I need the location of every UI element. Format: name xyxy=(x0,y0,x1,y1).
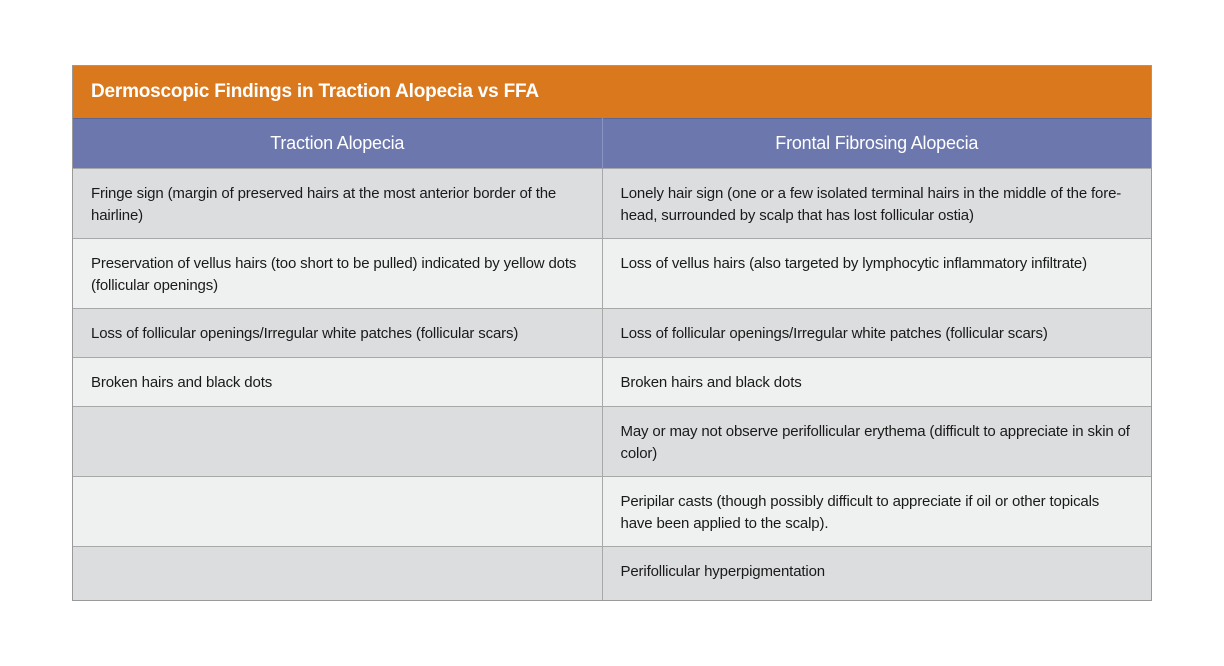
traction-alopecia-cell xyxy=(73,547,602,600)
comparison-table xyxy=(73,118,1151,600)
table-row xyxy=(73,169,1151,239)
findings-table xyxy=(72,65,1152,601)
ffa-cell: Lonely hair sign (one or a few isolated terminal hairs in the middle of the fore-head, surrounded by scalp that has lost follicular ostia) xyxy=(602,169,1151,239)
ffa-cell: May or may not observe perifollicular erythema (difficult to appreciate in skin of color) xyxy=(602,407,1151,477)
table-title: Dermoscopic Findings in Traction Alopecia vs FFA xyxy=(73,66,1151,118)
traction-alopecia-cell xyxy=(73,407,602,477)
ffa-cell: Broken hairs and black dots xyxy=(602,358,1151,407)
ffa-cell: Loss of vellus hairs (also targeted by lymphocytic inflammatory infiltrate) xyxy=(602,239,1151,309)
column-header-traction-alopecia: Traction Alopecia xyxy=(73,119,602,169)
traction-alopecia-cell xyxy=(73,477,602,547)
table-row xyxy=(73,358,1151,407)
traction-alopecia-cell: Broken hairs and black dots xyxy=(73,358,602,407)
ffa-cell: Peripilar casts (though possibly difficult to appreciate if oil or other topicals have been applied to the scalp). xyxy=(602,477,1151,547)
traction-alopecia-cell: Loss of follicular openings/Irregular white patches (follicular scars) xyxy=(73,309,602,358)
ffa-cell: Perifollicular hyperpigmentation xyxy=(602,547,1151,600)
table-row xyxy=(73,309,1151,358)
table-row xyxy=(73,547,1151,600)
table-row xyxy=(73,407,1151,477)
ffa-cell: Loss of follicular openings/Irregular white patches (follicular scars) xyxy=(602,309,1151,358)
traction-alopecia-cell: Preservation of vellus hairs (too short to be pulled) indicated by yellow dots (follicular openings) xyxy=(73,239,602,309)
column-header-frontal-fibrosing-alopecia: Frontal Fibrosing Alopecia xyxy=(602,119,1151,169)
header-row xyxy=(73,119,1151,169)
table-row xyxy=(73,477,1151,547)
table-row xyxy=(73,239,1151,309)
traction-alopecia-cell: Fringe sign (margin of preserved hairs at the most anterior border of the hairline) xyxy=(73,169,602,239)
